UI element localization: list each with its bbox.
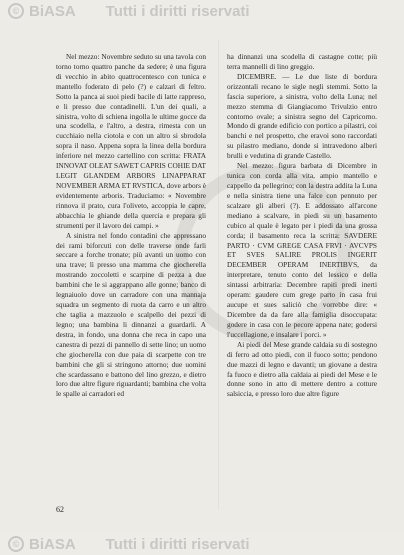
watermark-brand: [8, 3, 76, 20]
watermark-brand-text: BiASA: [29, 535, 76, 553]
copyright-icon: ©: [8, 3, 24, 19]
page-number: 62: [56, 505, 64, 514]
left-text-column: [56, 52, 206, 399]
paragraph: DICEMBRE. — Le due liste di bordura orizzontali recano le sigle negli stemmi. Sotto la fascia superiore, a sinistra, volto della Luna; nel mezzo stemma di Giangiacomo Trivulzio entro contorno ovale; a sinistra segno del Capricorno. Mondo di grande edificio con portico a pilastri, coi banchi e nel prospetto, che eravoi sono raccordati su pilastro mediano, donde si intravedono alberi brulli e vedutina di grande Castello.: [227, 71, 377, 161]
paragraph: A sinistra nel fondo contadini che appressano dei rami biforcuti con delle traverse onde farli seccare a forche tronate; più avanti un uomo con una trave; lì presso una mamma che giocherella mostrando zoccoletti e scarpine di pezza a due bambini che le si aggrappano alle gonne; banco di legnaiuolo dove un carradore con una mannaja squadra un segmento di ruota da carro e un altro che taglia a mazzuolo e scalpello dei pezzi di legno; una bambina li dinnanzi a guardarli. A destra, in fondo, una donna che reca in capo una canestra di pezzi di pannello di sette lino; un uomo che giocherella con due paia di scarpette con tre bambini che gli si stringono attorno; due uomini che scardassano e battono del lino grezzo, e dietro loro due altre figure riguardanti; bambina che volta le spalle ai carradori ed: [56, 230, 206, 399]
paragraph: Ai piedi del Mese grande caldaia su di sostegno di ferro ad otto piedi, con il fuoco sotto; pendono due mazzi di legno e davanti; un giovane a destra fa fuoco e dietro alla caldaia ai piedi del Mese e le donne sono in atto di mettere dentro a cotture salsiccia, e presso loro due altre figure: [227, 339, 377, 399]
paragraph: ha dinnanzi una scodella di castagne cotte; più terra mannelli di lino greggio.: [227, 52, 377, 71]
watermark-rights-text: Tutti i diritti riservati: [105, 2, 250, 20]
watermark-banner-top: [0, 0, 404, 22]
paragraph: Nel mezzo: Novembre seduto su una tavola con torno torno quattro panche da sedere; è una figura di vecchio in abito quattrocentesco con tunica e mantello foderato di pelo (?) e calzari di feltro. Sotto la panca ai suoi piedi bacile di latte rappreso, e li presso due contadinelli. L'un dei quali, a sinistra, volto di schiena ingolla le ultime gocce da una scodella, e l'altro, a destra, rimesta con un cucchiaio nella ciotola e con un altro si sbrodola sopra il naso. Appena sopra la linea della bordura inferiore nel mezzo cartellino con scritta: FRATA INNOVAT OLEAT SAWET CAPRIS COHIE DAT LEGIT GLANDEM ARBORS LINAPPARAT NOVEMBER ARMA ET RVSTICA, dove arbors è evidentemente arboris. Traduciamo: « Novembre rinnova il prato, cura l'oliveto, accoppia le capre, abbacchia le ghiande della quercia e prepara gli strumenti per il lavoro dei campi. »: [56, 52, 206, 230]
watermark-rights-text: Tutti i diritti riservati: [105, 535, 250, 553]
watermark-brand: [8, 536, 76, 553]
paragraph: Nel mezzo: figura barbata di Dicembre in tunica con corda alla vita, ampio mantello e cappello da pellegrino; con la destra addita la Luna e nella sinistra tiene una falce con pennuto per scalzare gli alberi (?). E addossato all'arcone mediano a scalvare, in piedi su un basamento cubico al quale è legato per i piedi da una grossa corda; il basamento reca la scritta: SAVDERE PARTO · CVM GREGE CASA FRVI · AVCVPS ET SVES SALIRE PROLIS INGERIT DECEMBER OPERAM INERTIBVS, da interpretare, tenuto conto del lessico e della sintassi arbitraria: Decembre rapiti predi inerti operam: gaudere cum grege parto in casa frui aucupe et sues saliciò che vorrebbe dire: « Dicembre da da fare alla famiglia disoccupata: godere in casa con le pecore appena nate; godersi l'uccellagione, e insalare i porci. »: [227, 161, 377, 339]
watermark-brand-text: BiASA: [29, 2, 76, 20]
right-text-column: [227, 52, 377, 399]
gutter-shadow: [218, 40, 219, 510]
copyright-icon: ©: [8, 536, 24, 552]
watermark-banner-bottom: [0, 533, 404, 555]
